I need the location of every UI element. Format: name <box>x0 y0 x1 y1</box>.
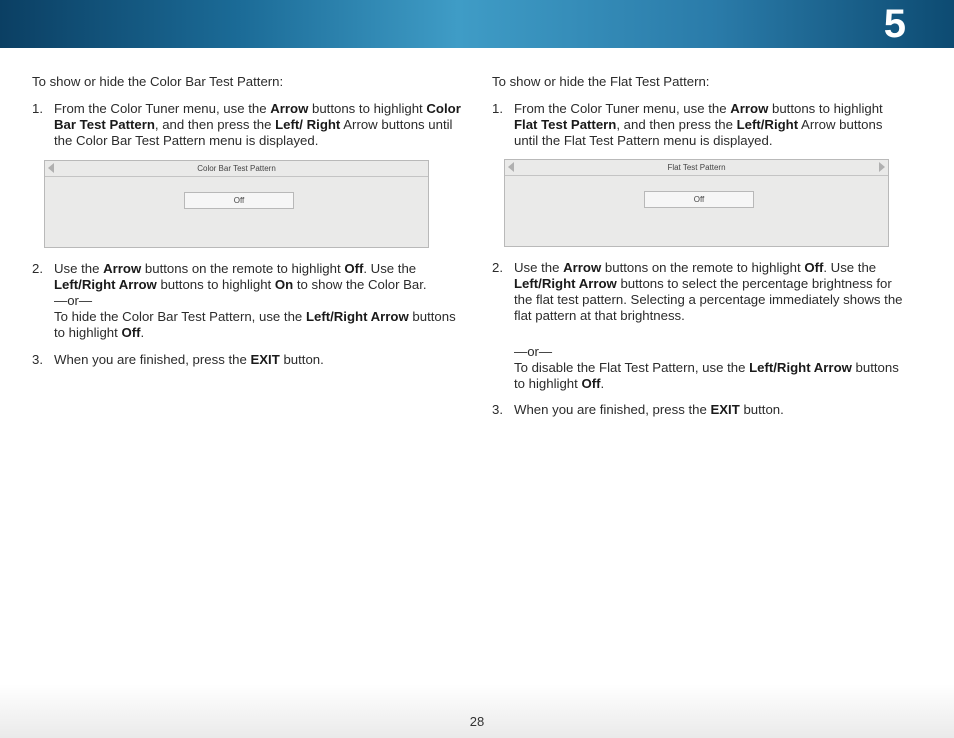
bold-text: Left/Right Arrow <box>749 360 852 375</box>
or-separator: —or— <box>54 293 93 308</box>
step-text <box>54 352 462 368</box>
text: . <box>600 376 605 391</box>
text: Arrow buttons until the Flat Test Pattern menu is displayed. <box>514 117 883 148</box>
text: To hide the Color Bar Test Pattern, use the <box>54 309 306 324</box>
text: . <box>140 325 145 340</box>
step-number: 2. <box>492 260 503 275</box>
bold-text: On <box>274 277 294 292</box>
left-intro: To show or hide the Color Bar Test Pattern: <box>32 74 284 89</box>
step-number: 3. <box>492 402 503 417</box>
menu-title-bar <box>45 161 428 177</box>
step-text <box>514 260 904 324</box>
bold-text: Off <box>121 325 141 340</box>
right-arrow-icon <box>879 162 885 172</box>
bold-text: Off <box>581 376 601 391</box>
text: button. <box>739 402 784 417</box>
left-arrow-icon <box>508 162 514 172</box>
bold-text: Flat Test Pattern <box>514 117 617 132</box>
text: buttons to highlight <box>156 277 275 292</box>
bold-text: Left/ Right <box>275 117 341 132</box>
menu-title: Flat Test Pattern <box>667 163 726 172</box>
text: buttons on the remote to highlight <box>601 260 805 275</box>
text: buttons to select the percentage brightness for the flat test pattern. Selecting a percentage immediately shows the flat pattern at that brightness. <box>514 276 903 323</box>
step-text <box>54 261 462 293</box>
menu-value-box: Off <box>644 191 754 208</box>
page-number: 28 <box>469 714 485 729</box>
step-text <box>514 101 904 149</box>
text: button. <box>279 352 324 367</box>
text: . Use the <box>823 260 877 275</box>
flat-pattern-menu-screenshot <box>504 159 889 247</box>
right-column <box>492 74 904 418</box>
menu-value-box: Off <box>184 192 294 209</box>
text: to show the Color Bar. <box>293 277 427 292</box>
right-step-1 <box>492 101 904 247</box>
bold-text: Arrow <box>730 101 769 116</box>
text: buttons to highlight <box>514 360 899 391</box>
text: buttons on the remote to highlight <box>141 261 345 276</box>
menu-title-bar <box>505 160 888 176</box>
text: To disable the Flat Test Pattern, use the <box>514 360 750 375</box>
text: Use the <box>514 260 564 275</box>
right-step-3 <box>492 402 904 418</box>
bold-text: Arrow <box>270 101 309 116</box>
bold-text: Arrow <box>103 261 142 276</box>
step-number: 2. <box>32 261 43 276</box>
bold-text: Color Bar Test Pattern <box>54 101 461 132</box>
left-step-2 <box>32 261 462 341</box>
text: From the Color Tuner menu, use the <box>514 101 731 116</box>
text: From the Color Tuner menu, use the <box>54 101 271 116</box>
left-step-3 <box>32 352 462 368</box>
right-step-2 <box>492 260 904 392</box>
text: buttons to highlight <box>54 309 456 340</box>
bold-text: Left/Right Arrow <box>305 309 409 324</box>
color-bar-menu-screenshot <box>44 160 429 248</box>
text: When you are finished, press the <box>514 402 711 417</box>
bold-text: Left/Right <box>736 117 799 132</box>
bold-text: EXIT <box>710 402 740 417</box>
text: , and then press the <box>616 117 737 132</box>
step-number: 3. <box>32 352 43 367</box>
text: buttons to highlight <box>768 101 883 116</box>
alt-instruction <box>514 360 904 392</box>
bold-text: Off <box>804 260 824 275</box>
left-column <box>32 74 462 368</box>
text: Use the <box>54 261 104 276</box>
text: . Use the <box>363 261 417 276</box>
text: When you are finished, press the <box>54 352 251 367</box>
right-intro: To show or hide the Flat Test Pattern: <box>492 74 710 89</box>
bold-text: Arrow <box>563 260 602 275</box>
menu-title: Color Bar Test Pattern <box>197 164 276 173</box>
text: , and then press the <box>154 117 276 132</box>
step-text <box>514 402 904 418</box>
footer-bar <box>0 684 954 738</box>
text: Arrow buttons until the Color Bar Test Pattern menu is displayed. <box>54 117 453 148</box>
step-number: 1. <box>492 101 503 116</box>
header-bar <box>0 0 954 48</box>
alt-instruction <box>54 309 462 341</box>
left-step-1 <box>32 101 462 248</box>
left-arrow-icon <box>48 163 54 173</box>
bold-text: Left/Right Arrow <box>54 277 157 292</box>
bold-text: Off <box>344 261 364 276</box>
step-text <box>54 101 462 149</box>
chapter-number: 5 <box>883 2 906 46</box>
text: buttons to highlight <box>308 101 427 116</box>
bold-text: EXIT <box>250 352 280 367</box>
step-number: 1. <box>32 101 43 116</box>
bold-text: Left/Right Arrow <box>514 276 617 291</box>
or-separator: —or— <box>514 344 553 359</box>
